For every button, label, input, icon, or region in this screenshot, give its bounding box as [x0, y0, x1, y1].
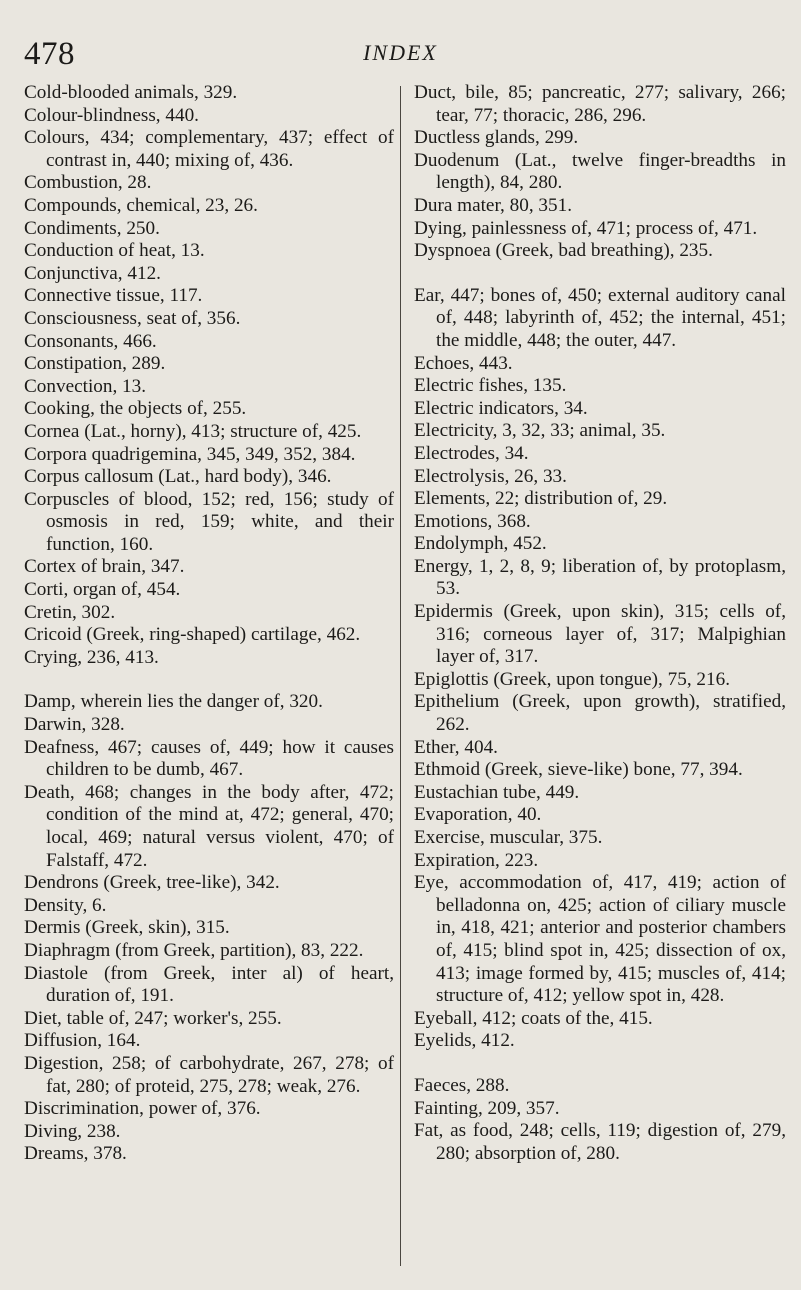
- index-entry: Dying, painlessness of, 471; process of, 471.: [414, 217, 758, 239]
- index-entry: Ductless glands, 299.: [414, 127, 579, 149]
- index-entry: Ether, 404.: [414, 736, 498, 758]
- index-entry: Evaporation, 40.: [414, 804, 542, 826]
- index-entry: Crying, 236, 413.: [24, 646, 159, 668]
- index-entry: Electrodes, 34.: [414, 442, 529, 464]
- index-entry: Electric indicators, 34.: [414, 397, 588, 419]
- index-entry: Diaphragm (from Greek, partition), 83, 222.: [24, 939, 364, 961]
- index-entry: Faeces, 288.: [414, 1074, 510, 1096]
- page-number: 478: [24, 36, 75, 72]
- index-entry: Electricity, 3, 32, 33; animal, 35.: [414, 420, 666, 442]
- index-entry: Condiments, 250.: [24, 217, 160, 239]
- index-entry: Connective tissue, 117.: [24, 285, 203, 307]
- column-divider: [400, 86, 401, 1266]
- index-entry: Emotions, 368.: [414, 510, 531, 532]
- index-entry: Ethmoid (Greek, sieve-like) bone, 77, 394.: [414, 759, 743, 781]
- index-entry: Diastole (from Greek, inter al) of heart, duration of, 191.: [24, 962, 394, 1007]
- index-entry: Dyspnoea (Greek, bad breathing), 235.: [414, 240, 713, 262]
- index-entry: Diffusion, 164.: [24, 1030, 141, 1052]
- index-entry: Convection, 13.: [24, 375, 147, 397]
- index-entry: Epithelium (Greek, upon growth), stratified, 262.: [414, 691, 786, 736]
- index-entry: Epidermis (Greek, upon skin), 315; cells of, 316; corneous layer of, 317; Malpighian layer of, 317.: [414, 601, 786, 668]
- index-entry: Fainting, 209, 357.: [414, 1097, 560, 1119]
- index-entry: Density, 6.: [24, 894, 107, 916]
- index-entry: Death, 468; changes in the body after, 472; condition of the mind at, 472; general, 470; local, 469; natural versus violent, 470; of Falstaff, 472.: [24, 781, 394, 871]
- index-entry: Cornea (Lat., horny), 413; structure of, 425.: [24, 420, 362, 442]
- index-entry: Cricoid (Greek, ring-shaped) cartilage, 462.: [24, 624, 361, 646]
- index-entry: Dura mater, 80, 351.: [414, 194, 573, 216]
- index-entry: Electrolysis, 26, 33.: [414, 465, 567, 487]
- index-entry: Exercise, muscular, 375.: [414, 827, 603, 848]
- index-column-right: [414, 82, 786, 1165]
- index-entry: Eyeball, 412; coats of the, 415.: [414, 1007, 653, 1029]
- index-entry: Corpora quadrigemina, 345, 349, 352, 384.: [24, 443, 356, 465]
- index-entry: Corpuscles of blood, 152; red, 156; study of osmosis in red, 159; white, and their function, 160.: [24, 488, 394, 555]
- index-entry: Endolymph, 452.: [414, 533, 547, 555]
- index-entry: Conjunctiva, 412.: [24, 262, 161, 284]
- index-entry: Colour-blindness, 440.: [24, 104, 199, 126]
- index-entry: Duodenum (Lat., twelve finger-breadths in length), 84, 280.: [414, 149, 786, 194]
- page-header: [0, 36, 801, 86]
- running-title: INDEX: [363, 40, 438, 65]
- index-entry: Discrimination, power of, 376.: [24, 1098, 261, 1120]
- index-entry: Deafness, 467; causes of, 449; how it causes children to be dumb, 467.: [24, 736, 394, 781]
- index-entry: Energy, 1, 2, 8, 9; liberation of, by protoplasm, 53.: [414, 555, 786, 600]
- index-entry: Combustion, 28.: [24, 172, 152, 194]
- index-entry: Eustachian tube, 449.: [414, 781, 580, 803]
- index-entry: Digestion, 258; of carbohydrate, 267, 278; of fat, 280; of proteid, 275, 278; weak, 276.: [24, 1052, 394, 1097]
- index-entry: Elements, 22; distribution of, 29.: [414, 488, 668, 510]
- index-entry: Damp, wherein lies the danger of, 320.: [24, 691, 323, 713]
- index-entry: Consciousness, seat of, 356.: [24, 307, 241, 329]
- index-entry: Fat, as food, 248; cells, 119; digestion of, 279, 280; absorption of, 280.: [414, 1120, 786, 1164]
- index-entry: Dreams, 378.: [24, 1143, 127, 1165]
- index-entry: Corti, organ of, 454.: [24, 579, 181, 601]
- index-entry: Cooking, the objects of, 255.: [24, 398, 247, 420]
- index-entry: Cretin, 302.: [24, 601, 116, 623]
- index-column-left: [24, 82, 394, 1166]
- index-entry: Dermis (Greek, skin), 315.: [24, 917, 230, 939]
- index-entry: Electric fishes, 135.: [414, 375, 567, 397]
- index-entry: Duct, bile, 85; pancreatic, 277; salivary, 266; tear, 77; thoracic, 286, 296.: [414, 82, 786, 126]
- index-entry: Diving, 238.: [24, 1120, 121, 1142]
- index-entry: Ear, 447; bones of, 450; external auditory canal of, 448; labyrinth of, 452; the internal, 451; the middle, 448; the outer, 447.: [414, 284, 786, 351]
- index-entry: Dendrons (Greek, tree-like), 342.: [24, 872, 280, 894]
- index-entry: Diet, table of, 247; worker's, 255.: [24, 1007, 282, 1029]
- index-entry: Consonants, 466.: [24, 330, 157, 352]
- index-entry: Darwin, 328.: [24, 714, 125, 736]
- index-entry: Echoes, 443.: [414, 352, 513, 374]
- index-entry: Eyelids, 412.: [414, 1030, 515, 1052]
- index-entry: Eye, accommodation of, 417, 419; action of belladonna on, 425; action of ciliary muscle in, 418, 421; anterior and posterior chambers of, 415; blind spot in, 425; dissection of ox, 413; image formed by, 415; muscles of, 414; structure of, 412; yellow spot in, 428.: [414, 872, 786, 1007]
- index-entry: Epiglottis (Greek, upon tongue), 75, 216.: [414, 668, 731, 690]
- index-entry: Corpus callosum (Lat., hard body), 346.: [24, 466, 332, 488]
- index-entry: Compounds, chemical, 23, 26.: [24, 194, 258, 216]
- index-entry: Cortex of brain, 347.: [24, 556, 185, 578]
- index-entry: Colours, 434; complementary, 437; effect of contrast in, 440; mixing of, 436.: [24, 127, 394, 171]
- index-entry: Constipation, 289.: [24, 353, 166, 375]
- index-entry: Expiration, 223.: [414, 849, 539, 871]
- index-entry: Conduction of heat, 13.: [24, 240, 205, 262]
- index-entry: Cold-blooded animals, 329.: [24, 82, 238, 103]
